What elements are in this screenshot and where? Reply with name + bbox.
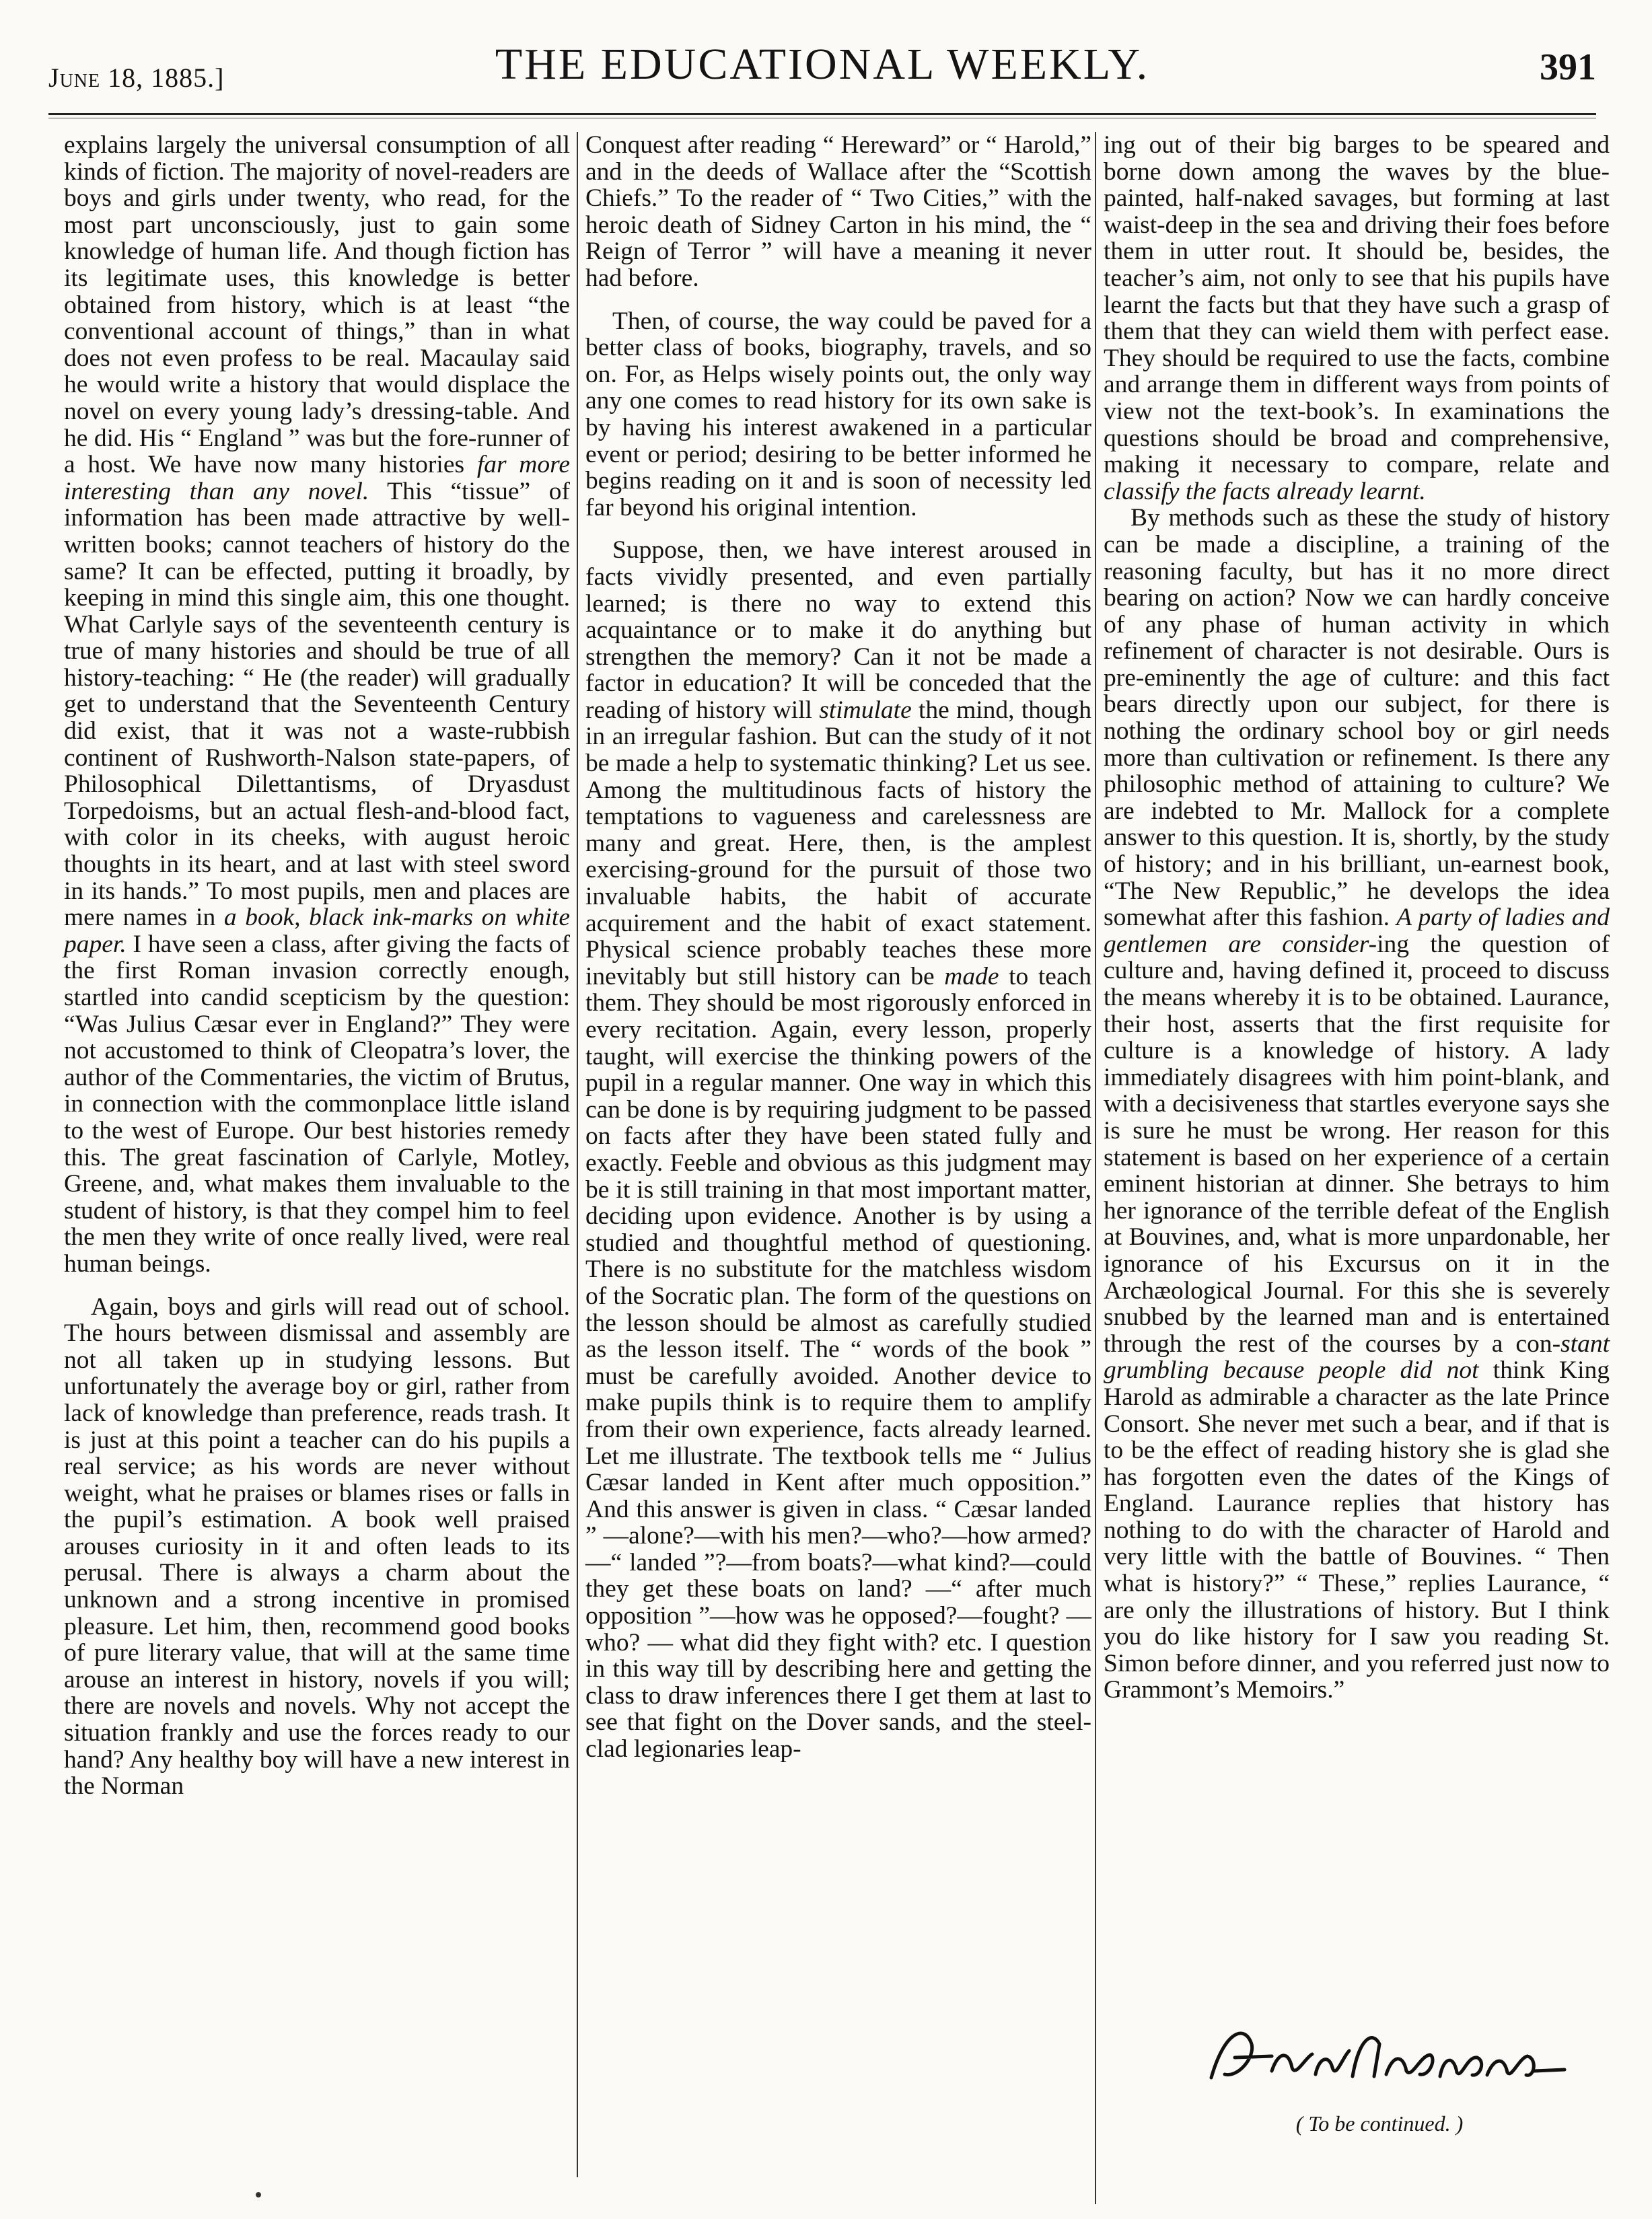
column-3	[1104, 132, 1610, 1704]
column-2	[585, 132, 1091, 1763]
author-signature	[1198, 2017, 1575, 2091]
page-number: 391	[1540, 46, 1596, 88]
page-header	[48, 27, 1596, 101]
column-1	[64, 132, 570, 1800]
paragraph: Then, of course, the way could be paved for a better class of books, biography, travels, and so on. For, as Helps wisely points out, the only way any one comes to read history for its own sake is by having his interest awakened in a particular event or period; desiring to be better informed he begins reading on it and is soon of necessity led far beyond his original intention.	[585, 307, 1091, 521]
paragraph: Conquest after reading “ Hereward” or “ Harold,” and in the deeds of Wallace after the “Scottish Chiefs.” To the reader of “ Two Cities,” with the heroic death of Sidney Carton in his mind, the “ Reign of Terror ” will have a meaning it never had before.	[585, 131, 1091, 292]
journal-title: THE EDUCATIONAL WEEKLY.	[495, 40, 1150, 89]
column-divider	[577, 132, 578, 2177]
continuation-note: ( To be continued. )	[1295, 2111, 1464, 2136]
paragraph: ing out of their big barges to be speared and borne down among the waves by the blue-painted, half-naked savages, but forming at last waist-deep in the sea and driving their foes before them in utter rout. It should be, besides, the teacher’s aim, not only to see that his pupils have learnt the facts but that they have such a grasp of them that they can wield them with perfect ease. They should be required to use the facts, combine and arrange them in different ways from points of view not the text-book’s. In examinations the questions should be broad and comprehensive, making it necessary to compare, relate and classify the facts already learnt.	[1104, 131, 1610, 505]
paragraph: By methods such as these the study of history can be made a discipline, a training of the reasoning faculty, but has it no more direct bearing on action? Now we can hardly conceive of any phase of human activity in which refinement of character is not desirable. Ours is pre-eminently the age of culture: and this fact bears directly upon our subject, for there is nothing the ordinary school boy or girl needs more than cultivation or refinement. Is there any philosophic method of attaining to culture? We are indebted to Mr. Mallock for a complete answer to this question. It is, shortly, by the study of history; and in his brilliant, un-earnest book, “The New Republic,” he develops the idea somewhat after this fashion. A party of ladies and gentlemen are consider-ing the question of culture and, having defined it, proceed to discuss the means whereby it is to be obtained. Laurance, their host, asserts that the first requisite for culture is a knowledge of history. A lady immediately disagrees with him point-blank, and with a decisiveness that startles everyone says she is sure he must be wrong. Her reason for this statement is based on her experience of a certain eminent historian at dinner. She betrays to him her ignorance of the terrible defeat of the English at Bouvines, and, what is more unpardonable, her ignorance of his Excursus on it in the Archæological Journal. For this she is severely snubbed by the learned man and is entertained through the rest of the courses by a con-stant grumbling because people did not think King Harold as admirable a character as the late Prince Consort. She never met such a bear, and if that is to be the effect of reading history she is glad she has forgotten even the dates of the Kings of England. Laurance replies that history has nothing to do with the character of Harold and very little with the battle of Bouvines. “ Then what is history?” “ These,” replies Laurance, “ are only the illustrations of history. But I think you do like history for I saw you reading St. Simon before dinner, and you referred just now to Grammont’s Memoirs.”	[1104, 504, 1610, 1704]
paragraph: Suppose, then, we have interest aroused in facts vividly presented, and even partially learned; is there no way to extend this acquaintance or to make it do anything but strengthen the memory? Can it not be made a factor in education? It will be conceded that the reading of history will stimulate the mind, though in an irregular fashion. But can the study of it not be made a help to systematic thinking? Let us see. Among the multitudinous facts of history the temptations to vagueness and carelessness are many and great. Here, then, is the amplest exercising-ground for the pursuit of those two invaluable habits, the habit of accurate acquirement and the habit of exact statement. Physical science probably teaches these more inevitably but still history can be made to teach them. They should be most rigorously enforced in every recitation. Again, every lesson, properly taught, will exercise the thinking powers of the pupil in a regular manner. One way in which this can be done is by requiring judgment to be passed on facts after they have been stated fully and exactly. Feeble and obvious as this judgment may be it is still training in that most important matter, deciding upon evidence. Another is by using a studied and thoughtful method of questioning. There is no substitute for the matchless wisdom of the Socratic plan. The form of the questions on the lesson should be almost as carefully studied as the lesson itself. The “ words of the book ” must be carefully avoided. Another device to make pupils think is to require them to amplify from their own experience, facts already learned. Let me illustrate. The textbook tells me “ Julius Cæsar landed in Kent after much opposition.” And this answer is given in class. “ Cæsar landed ” —alone?—with his men?—who?—how armed?—“ landed ”?—from boats?—what kind?—could they get these boats on land? —“ after much opposition ”—how was he opposed?—fought? — who? — what did they fight with? etc. I question in this way till by describing here and getting the class to draw inferences there I get them at last to see that fight on the Dover sands, and the steel-clad legionaries leap-	[585, 536, 1091, 1763]
paragraph: Again, boys and girls will read out of school. The hours between dismissal and assembly are not all taken up in studying lessons. But unfortunately the average boy or girl, rather from lack of knowledge than preference, reads trash. It is just at this point a teacher can do his pupils a real service; as his words are never without weight, what he praises or blames rises or falls in the pupil’s estimation. A book well praised arouses curiosity in it and often leads to its perusal. There is always a charm about the unknown and a strong incentive in promised pleasure. Let him, then, recommend good books of pure literary value, that will at the same time arouse an interest in history, novels if you will; there are novels and novels. Why not accept the situation frankly and use the forces ready to our hand? Any healthy boy will have a new interest in the Norman	[64, 1293, 570, 1800]
printer-mark	[256, 2192, 261, 2197]
issue-date: June 18, 1885.]	[48, 63, 225, 93]
column-divider	[1095, 132, 1096, 2204]
header-rule	[48, 113, 1596, 115]
paragraph: explains largely the universal consumption of all kinds of fiction. The majority of novel-readers are boys and girls under twenty, who read, for the most part unconsciously, just to gain some knowledge of human life. And though fiction has its legitimate uses, this knowledge is better obtained from history, which is at least “the conventional account of things,” than in what does not even profess to be real. Macaulay said he would write a history that would displace the novel on every young lady’s dressing-table. And he did. His “ England ” was but the fore-runner of a host. We have now many histories far more interesting than any novel. This “tissue” of information has been made attractive by well-written books; cannot teachers of history do the same? It can be effected, putting it broadly, by keeping in mind this single aim, this one thought. What Carlyle says of the seventeenth century is true of many histories and should be true of all history-teaching: “ He (the reader) will gradually get to understand that the Seventeenth Century did exist, that it was not a waste-rubbish continent of Rushworth-Nalson state-papers, of Philosophical Dilettantisms, of Dryasdust Torpedoisms, but an actual flesh-and-blood fact, with color in its cheeks, with august heroic thoughts in its heart, and at last with steel sword in its hands.” To most pupils, men and places are mere names in a book, black ink-marks on white paper. I have seen a class, after giving the facts of the first Roman invasion correctly enough, startled into candid scepticism by the question: “Was Julius Cæsar ever in England?” They were not accustomed to think of Cleopatra’s lover, the author of the Commentaries, the victim of Brutus, in connection with the commonplace little island to the west of Europe. Our best histories remedy this. The great fascination of Carlyle, Motley, Greene, and, what makes them invaluable to the student of history, is that they compel him to feel the men they write of once really lived, were real human beings.	[64, 131, 570, 1278]
